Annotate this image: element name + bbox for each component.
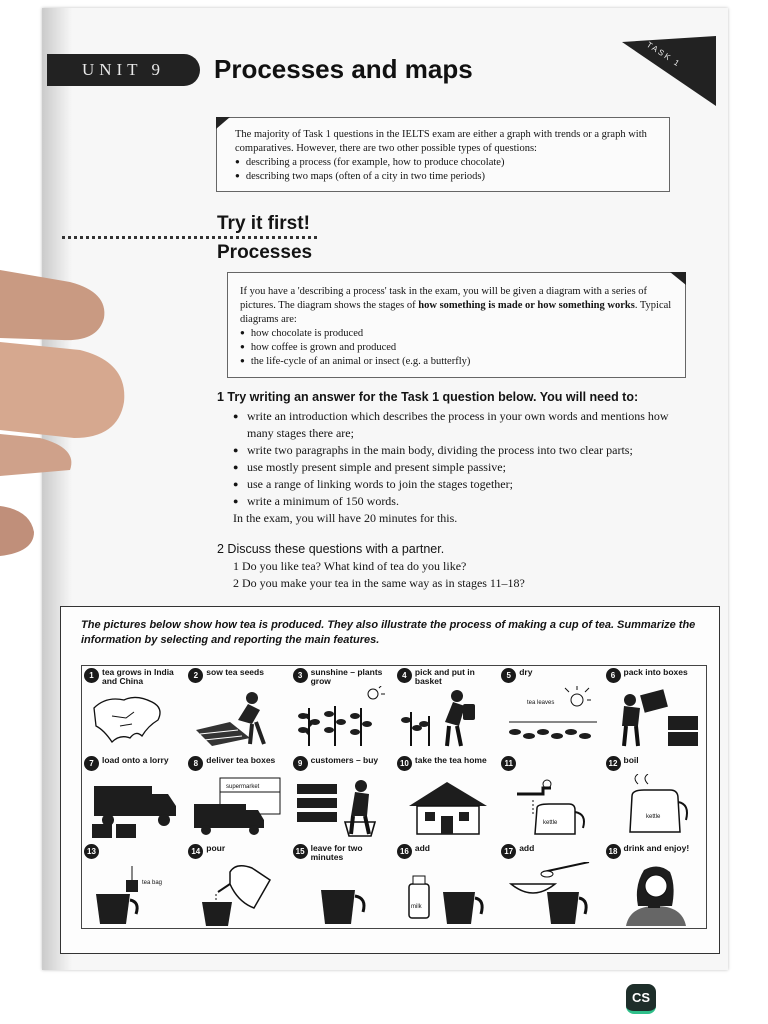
drying-leaves-icon — [503, 686, 601, 752]
question-1-bullet: ● use a range of linking words to join the stages together; — [217, 476, 697, 493]
stage-14 — [186, 842, 290, 930]
map-icon — [86, 686, 184, 752]
stage-label: boil — [623, 755, 639, 765]
stage-number-badge: 4 — [397, 668, 412, 683]
stage-number-badge: 2 — [188, 668, 203, 683]
question-2-item: 1 Do you like tea? What kind of tea do you like? — [233, 559, 467, 573]
supermarket-van-icon — [190, 774, 288, 840]
stage-3 — [291, 666, 395, 754]
stage-label: deliver tea boxes — [206, 755, 276, 765]
picker-basket-icon — [399, 686, 497, 752]
stage-number-badge: 14 — [188, 844, 203, 859]
tea-task-prompt: The pictures below show how tea is produced. They also illustrate the process of making a cup of tea. Summarize the information by selecting and reporting the main features. — [81, 619, 696, 646]
stage-15 — [291, 842, 395, 930]
stage-label: tea grows in India and China — [102, 667, 174, 686]
picture-small-label: kettle — [543, 820, 558, 826]
question-1-bullet: ● use mostly present simple and present simple passive; — [217, 459, 697, 476]
process-bullet: ● the life-cycle of an animal or insect (e.g. a butterfly) — [240, 355, 673, 369]
box-corner-mark — [670, 272, 686, 285]
stage-label: pick and put in basket — [414, 667, 475, 686]
picture-small-label: supermarket — [226, 784, 260, 790]
stage-4 — [395, 666, 499, 754]
question-2 — [217, 541, 697, 592]
milk-cup-icon — [399, 862, 497, 928]
stage-number-badge: 13 — [84, 844, 99, 859]
question-1-bullet: ● write an introduction which describes the process in your own words and mentions how many stages there are; — [217, 408, 697, 442]
process-info-box — [227, 272, 686, 378]
pouring-kettle-icon — [190, 862, 288, 928]
house-icon — [399, 774, 497, 840]
question-1-bullet: ● write two paragraphs in the main body, dividing the process into two clear parts; — [217, 442, 697, 459]
shopper-icon — [295, 774, 393, 840]
stage-12 — [604, 754, 708, 842]
sugar-cup-icon — [503, 862, 601, 928]
lorry-icon — [86, 774, 184, 840]
stage-label: pack into boxes — [623, 667, 688, 677]
intro-bullet: ● describing two maps (often of a city in two time periods) — [235, 170, 657, 184]
stage-number-badge: 6 — [606, 668, 621, 683]
stage-11 — [499, 754, 603, 842]
question-2-item: 2 Do you make your tea in the same way as in stages 11–18? — [233, 576, 525, 590]
question-1-bullet: ● write a minimum of 150 words. — [217, 493, 697, 510]
boiling-kettle-icon — [608, 774, 706, 840]
stage-label: dry — [519, 667, 533, 677]
tap-kettle-icon — [503, 774, 601, 840]
stage-label: load onto a lorry — [102, 755, 169, 765]
task-corner-tab — [622, 36, 716, 106]
stage-number-badge: 12 — [606, 756, 621, 771]
thumb-image — [0, 270, 128, 600]
stage-9 — [291, 754, 395, 842]
tea-plants-sun-icon — [295, 686, 393, 752]
farmer-sowing-icon — [190, 686, 288, 752]
dotted-divider — [62, 236, 317, 239]
stage-7 — [82, 754, 186, 842]
intro-bullet: ● describing a process (for example, how to produce chocolate) — [235, 156, 657, 170]
stage-label: pour — [206, 843, 226, 853]
intro-text: The majority of Task 1 questions in the IELTS exam are either a graph with trends or a graph with comparatives. However, there are two other possible types of questions: — [235, 129, 647, 154]
picture-small-label: milk — [410, 904, 422, 910]
stage-label: sow tea seeds — [206, 667, 264, 677]
teabag-cup-icon — [86, 862, 184, 928]
stage-number-badge: 16 — [397, 844, 412, 859]
stage-16 — [395, 842, 499, 930]
cup-icon — [295, 862, 393, 928]
question-2-heading: 2 Discuss these questions with a partner. — [217, 542, 445, 556]
stage-number-badge: 9 — [293, 756, 308, 771]
stage-10 — [395, 754, 499, 842]
stage-number-badge: 8 — [188, 756, 203, 771]
tea-process-task-box — [60, 606, 720, 954]
stage-5 — [499, 666, 603, 754]
unit-banner: UNIT 9 — [47, 54, 200, 86]
intro-info-box — [216, 117, 670, 192]
stage-label: drink and enjoy! — [623, 843, 690, 853]
stage-number-badge: 18 — [606, 844, 621, 859]
stage-label: sunshine – plants grow — [310, 667, 383, 686]
processes-heading: Processes — [217, 242, 313, 263]
camscanner-watermark: CS — [626, 984, 656, 1014]
stage-label: leave for two minutes — [310, 843, 363, 862]
picture-small-label: kettle — [645, 814, 660, 820]
stage-13 — [82, 842, 186, 930]
process-text: If you have a 'describing a process' task in the exam, you will be given a diagram with a series of pictures. The diagram shows the stages of how something is made or how something works. Typical diagrams are: — [240, 286, 672, 325]
process-bullet: ● how chocolate is produced — [240, 327, 673, 341]
stage-number-badge: 3 — [293, 668, 308, 683]
stage-number-badge: 10 — [397, 756, 412, 771]
tea-process-diagram — [81, 665, 707, 929]
stage-1 — [82, 666, 186, 754]
question-1 — [217, 389, 697, 527]
stage-8 — [186, 754, 290, 842]
picture-small-label: tea bag — [142, 880, 163, 886]
stage-label: take the tea home — [414, 755, 487, 765]
stage-number-badge: 5 — [501, 668, 516, 683]
stage-label: add — [519, 843, 535, 853]
stage-number-badge: 15 — [293, 844, 308, 859]
page-title: Processes and maps — [214, 54, 473, 84]
try-it-first-heading: Try it first! — [217, 213, 310, 234]
stage-17 — [499, 842, 603, 930]
box-corner-mark — [216, 117, 230, 129]
stage-6 — [604, 666, 708, 754]
packing-boxes-icon — [608, 686, 706, 752]
stage-number-badge: 1 — [84, 668, 99, 683]
question-1-note: In the exam, you will have 20 minutes for this. — [233, 511, 458, 525]
stage-number-badge: 17 — [501, 844, 516, 859]
task-tab-label: TASK 1 — [644, 40, 683, 69]
question-1-heading: 1 Try writing an answer for the Task 1 question below. You will need to: — [217, 390, 639, 404]
stage-number-badge: 7 — [84, 756, 99, 771]
stage-18 — [604, 842, 708, 930]
stage-number-badge: 11 — [501, 756, 516, 771]
stage-2 — [186, 666, 290, 754]
picture-small-label: tea leaves — [527, 700, 555, 706]
process-bullet: ● how coffee is grown and produced — [240, 341, 673, 355]
stage-label: add — [414, 843, 431, 853]
woman-drinking-icon — [608, 862, 706, 928]
stage-label: customers – buy — [310, 755, 379, 765]
